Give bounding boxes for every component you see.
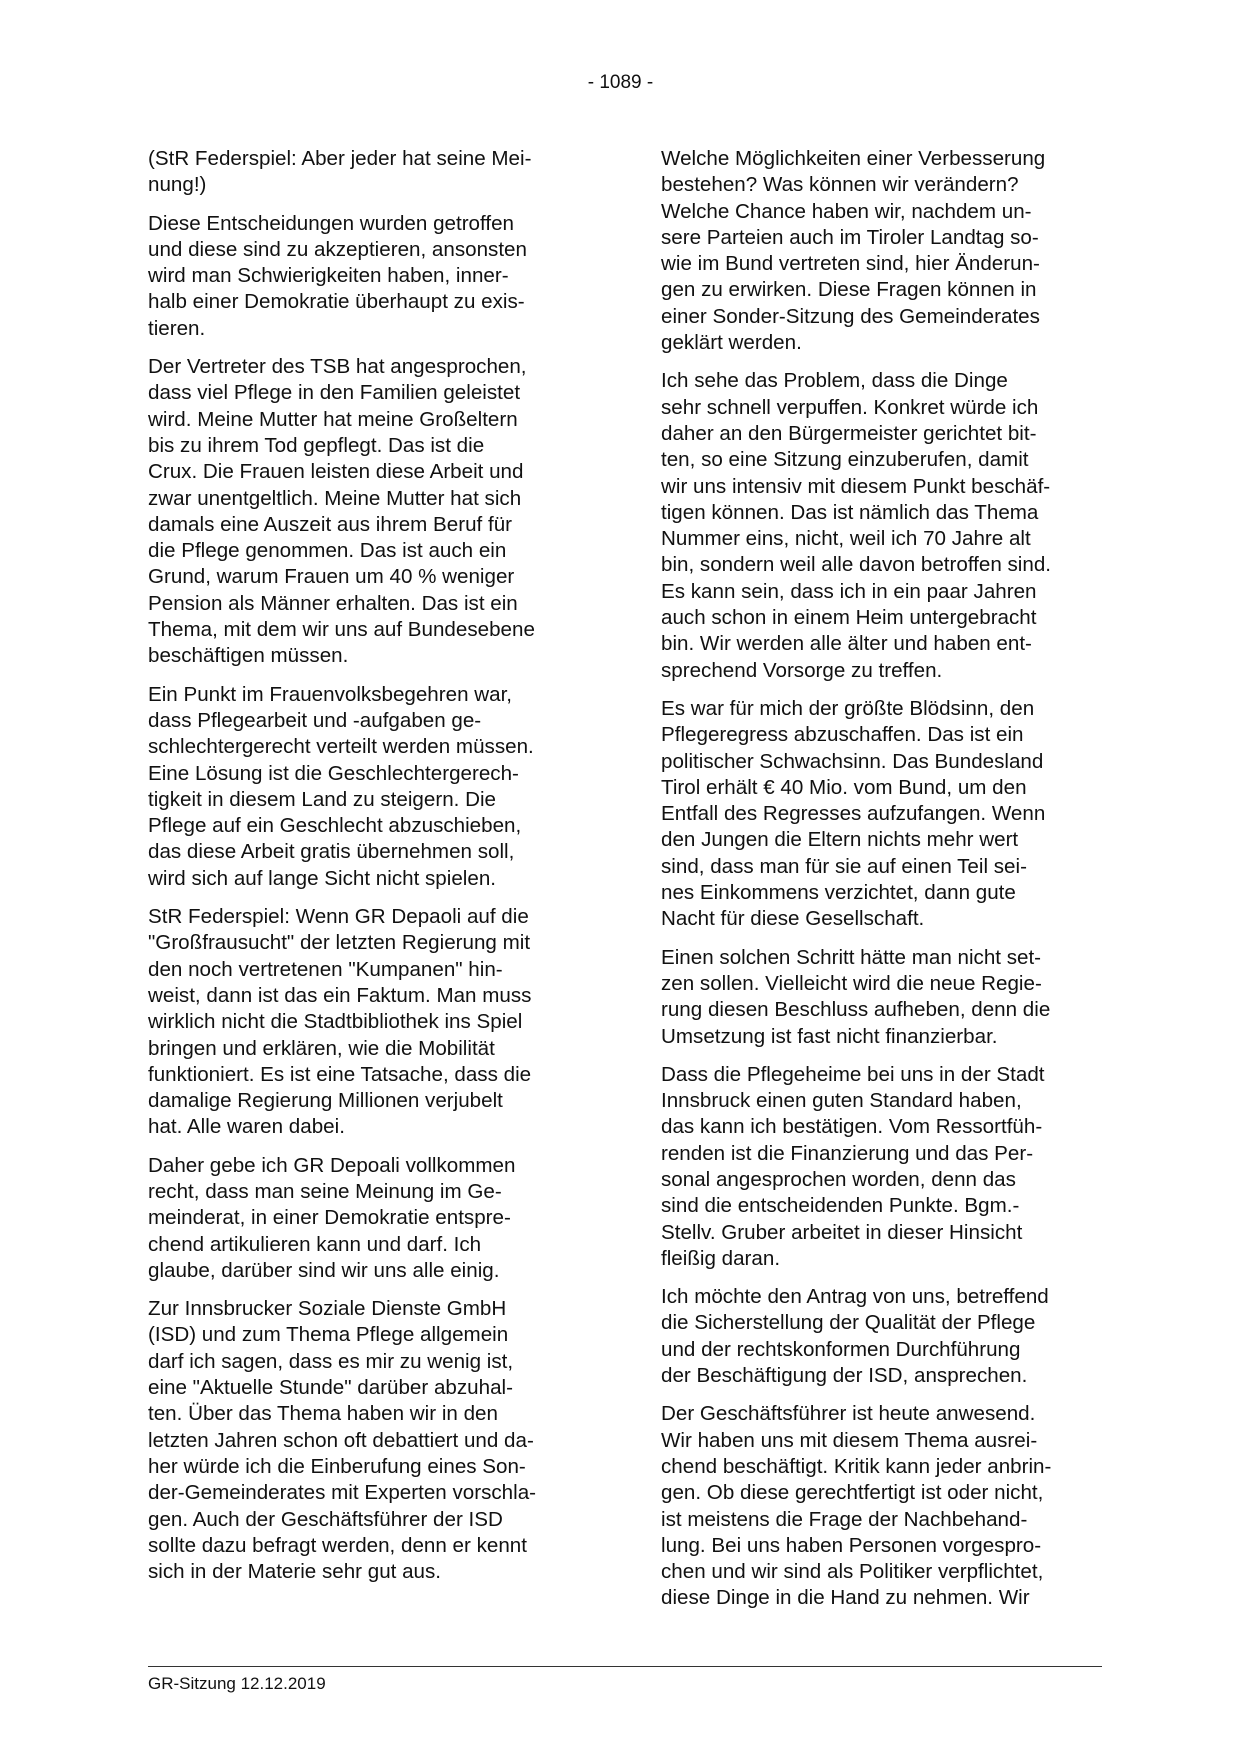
text-line: ist meistens die Frage der Nachbehand- xyxy=(661,1507,1028,1531)
text-line: das diese Arbeit gratis übernehmen soll, xyxy=(148,840,515,864)
text-line: Pension als Männer erhalten. Das ist ein xyxy=(148,591,518,615)
paragraph xyxy=(661,945,1107,1050)
text-line: Grund, warum Frauen um 40 % weniger xyxy=(148,565,515,589)
footer-divider xyxy=(148,1666,1102,1667)
text-line: lung. Bei uns haben Personen vorgespro- xyxy=(661,1533,1042,1557)
text-line: Ich möchte den Antrag von uns, betreffend xyxy=(661,1285,1049,1309)
text-line: rung diesen Beschluss aufheben, denn die xyxy=(661,998,1051,1022)
text-line: sind, dass man für sie auf einen Teil sei- xyxy=(661,854,1027,878)
text-line: politischer Schwachsinn. Das Bundesland xyxy=(661,749,1044,773)
text-line: Zur Innsbrucker Soziale Dienste GmbH xyxy=(148,1297,507,1321)
text-line: Stellv. Gruber arbeitet in dieser Hinsicht xyxy=(661,1220,1023,1244)
text-line: die Sicherstellung der Qualität der Pflege xyxy=(661,1311,1036,1335)
text-line: Tirol erhält € 40 Mio. vom Bund, um den xyxy=(661,775,1027,799)
text-line: chend beschäftigt. Kritik kann jeder anbrin- xyxy=(661,1454,1052,1478)
left-column xyxy=(148,146,594,1597)
text-line: geklärt werden. xyxy=(661,331,802,355)
text-line: sehr schnell verpuffen. Konkret würde ich xyxy=(661,395,1039,419)
text-line: die Pflege genommen. Das ist auch ein xyxy=(148,539,507,563)
text-line: diese Dinge in die Hand zu nehmen. Wir xyxy=(661,1586,1030,1610)
text-line: glaube, darüber sind wir uns alle einig. xyxy=(148,1258,500,1282)
paragraph xyxy=(661,146,1107,356)
text-line: ten. Über das Thema haben wir in den xyxy=(148,1402,498,1426)
paragraph xyxy=(661,1062,1107,1272)
text-line: Pflegeregress abzuschaffen. Das ist ein xyxy=(661,723,1024,747)
text-line: Es kann sein, dass ich in ein paar Jahren xyxy=(661,579,1037,603)
text-line: sonal angesprochen worden, denn das xyxy=(661,1167,1016,1191)
text-line: und der rechtskonformen Durchführung xyxy=(661,1337,1021,1361)
paragraph xyxy=(148,354,594,670)
text-line: Thema, mit dem wir uns auf Bundesebene xyxy=(148,618,535,642)
text-line: Nummer eins, nicht, weil ich 70 Jahre alt xyxy=(661,527,1031,551)
text-line: das kann ich bestätigen. Vom Ressortfüh- xyxy=(661,1115,1043,1139)
text-line: gen. Ob diese gerechtfertigt ist oder nicht, xyxy=(661,1481,1044,1505)
paragraph xyxy=(661,1401,1107,1611)
text-line: nung!) xyxy=(148,173,207,197)
text-line: gen zu erwirken. Diese Fragen können in xyxy=(661,278,1037,302)
text-line: "Großfrausucht" der letzten Regierung mit xyxy=(148,931,531,955)
text-line: wirklich nicht die Stadtbibliothek ins Spiel xyxy=(148,1010,523,1034)
text-line: Eine Lösung ist die Geschlechtergerech- xyxy=(148,761,519,785)
text-line: her würde ich die Einberufung eines Son- xyxy=(148,1454,526,1478)
text-line: (ISD) und zum Thema Pflege allgemein xyxy=(148,1323,509,1347)
text-line: hat. Alle waren dabei. xyxy=(148,1115,345,1139)
text-line: recht, dass man seine Meinung im Ge- xyxy=(148,1179,502,1203)
text-line: bringen und erklären, wie die Mobilität xyxy=(148,1036,495,1060)
text-line: Einen solchen Schritt hätte man nicht set- xyxy=(661,945,1042,969)
text-line: darf ich sagen, dass es mir zu wenig ist, xyxy=(148,1349,514,1373)
text-line: den noch vertretenen "Kumpanen" hin- xyxy=(148,957,503,981)
text-line: damals eine Auszeit aus ihrem Beruf für xyxy=(148,512,513,536)
text-line: funktioniert. Es ist eine Tatsache, dass die xyxy=(148,1062,532,1086)
text-line: fleißig daran. xyxy=(661,1246,781,1270)
text-line: bin, sondern weil alle davon betroffen sind. xyxy=(661,553,1052,577)
text-line: sollte dazu befragt werden, denn er kennt xyxy=(148,1533,527,1557)
text-line: Entfall des Regresses aufzufangen. Wenn xyxy=(661,802,1046,826)
paragraph xyxy=(148,1153,594,1284)
text-line: tigen können. Das ist nämlich das Thema xyxy=(661,500,1039,524)
text-line: Daher gebe ich GR Depoali vollkommen xyxy=(148,1153,516,1177)
text-line: nes Einkommens verzichtet, dann gute xyxy=(661,881,1016,905)
text-line: Ein Punkt im Frauenvolksbegehren war, xyxy=(148,682,513,706)
text-line: Diese Entscheidungen wurden getroffen xyxy=(148,211,514,235)
text-line: auch schon in einem Heim untergebracht xyxy=(661,606,1037,630)
text-line: und diese sind zu akzeptieren, ansonsten xyxy=(148,237,527,261)
text-line: Welche Möglichkeiten einer Verbesserung xyxy=(661,147,1046,170)
footer-session-date: GR-Sitzung 12.12.2019 xyxy=(148,1674,326,1693)
text-line: Umsetzung ist fast nicht finanzierbar. xyxy=(661,1024,998,1048)
text-line: der Beschäftigung der ISD, ansprechen. xyxy=(661,1364,1028,1388)
text-line: ten, so eine Sitzung einzuberufen, damit xyxy=(661,448,1029,472)
text-line: eine "Aktuelle Stunde" darüber abzuhal- xyxy=(148,1376,513,1400)
text-line: einer Sonder-Sitzung des Gemeinderates xyxy=(661,304,1040,328)
text-line: Der Vertreter des TSB hat angesprochen, xyxy=(148,355,527,379)
text-line: tieren. xyxy=(148,316,206,340)
text-line: wird sich auf lange Sicht nicht spielen. xyxy=(148,866,496,890)
text-line: den Jungen die Eltern nichts mehr wert xyxy=(661,828,1019,852)
text-line: Pflege auf ein Geschlecht abzuschieben, xyxy=(148,814,522,838)
text-line: chend artikulieren kann und darf. Ich xyxy=(148,1232,482,1256)
text-line: daher an den Bürgermeister gerichtet bit- xyxy=(661,421,1037,445)
text-line: sind die entscheidenden Punkte. Bgm.- xyxy=(661,1194,1020,1218)
text-line: Dass die Pflegeheime bei uns in der Stadt xyxy=(661,1062,1045,1086)
text-line: der-Gemeinderates mit Experten vorschla- xyxy=(148,1481,537,1505)
text-line: meinderat, in einer Demokratie entspre- xyxy=(148,1206,511,1230)
text-line: Wir haben uns mit diesem Thema ausrei- xyxy=(661,1428,1038,1452)
text-line: wie im Bund vertreten sind, hier Änderun- xyxy=(661,252,1040,276)
text-line: tigkeit in diesem Land zu steigern. Die xyxy=(148,787,496,811)
paragraph xyxy=(148,1296,594,1585)
text-line: wir uns intensiv mit diesem Punkt beschäf- xyxy=(661,474,1051,498)
text-line: Ich sehe das Problem, dass die Dinge xyxy=(661,369,1008,393)
text-line: damalige Regierung Millionen verjubelt xyxy=(148,1089,503,1113)
text-line: beschäftigen müssen. xyxy=(148,644,349,668)
text-line: dass Pflegearbeit und -aufgaben ge- xyxy=(148,708,482,732)
text-line: Welche Chance haben wir, nachdem un- xyxy=(661,199,1032,223)
page-number: - 1089 - xyxy=(587,72,654,93)
text-line: StR Federspiel: Wenn GR Depaoli auf die xyxy=(148,905,529,929)
paragraph xyxy=(148,904,594,1141)
paragraph xyxy=(148,146,594,199)
text-line: sich in der Materie sehr gut aus. xyxy=(148,1560,442,1584)
right-column xyxy=(661,146,1107,1624)
text-line: dass viel Pflege in den Familien geleistet xyxy=(148,381,521,405)
text-line: sere Parteien auch im Tiroler Landtag so- xyxy=(661,225,1039,249)
paragraph xyxy=(661,368,1107,684)
text-line: letzten Jahren schon oft debattiert und da- xyxy=(148,1428,534,1452)
text-line: gen. Auch der Geschäftsführer der ISD xyxy=(148,1507,503,1531)
text-line: halb einer Demokratie überhaupt zu exis- xyxy=(148,290,525,314)
paragraph xyxy=(148,682,594,892)
paragraph xyxy=(148,211,594,342)
text-line: Es war für mich der größte Blödsinn, den xyxy=(661,696,1035,720)
text-line: bestehen? Was können wir verändern? xyxy=(661,173,1019,197)
text-line: sprechend Vorsorge zu treffen. xyxy=(661,658,943,682)
text-line: Crux. Die Frauen leisten diese Arbeit und xyxy=(148,460,524,484)
text-line: Nacht für diese Gesellschaft. xyxy=(661,907,925,931)
text-line: wird man Schwierigkeiten haben, inner- xyxy=(148,264,509,288)
text-line: Der Geschäftsführer ist heute anwesend. xyxy=(661,1402,1036,1426)
text-line: Innsbruck einen guten Standard haben, xyxy=(661,1089,1022,1113)
text-line: chen und wir sind als Politiker verpflichtet, xyxy=(661,1560,1044,1584)
text-line: bis zu ihrem Tod gepflegt. Das ist die xyxy=(148,433,485,457)
text-line: (StR Federspiel: Aber jeder hat seine Mei- xyxy=(148,147,532,170)
text-line: renden ist die Finanzierung und das Per- xyxy=(661,1141,1034,1165)
text-line: weist, dann ist das ein Faktum. Man muss xyxy=(148,983,532,1007)
text-line: bin. Wir werden alle älter und haben ent- xyxy=(661,632,1032,656)
paragraph xyxy=(661,1284,1107,1389)
text-line: schlechtergerecht verteilt werden müssen. xyxy=(148,735,534,759)
text-line: zwar unentgeltlich. Meine Mutter hat sich xyxy=(148,486,522,510)
text-line: wird. Meine Mutter hat meine Großeltern xyxy=(148,407,518,431)
paragraph xyxy=(661,696,1107,933)
text-line: zen sollen. Vielleicht wird die neue Regie- xyxy=(661,971,1042,995)
